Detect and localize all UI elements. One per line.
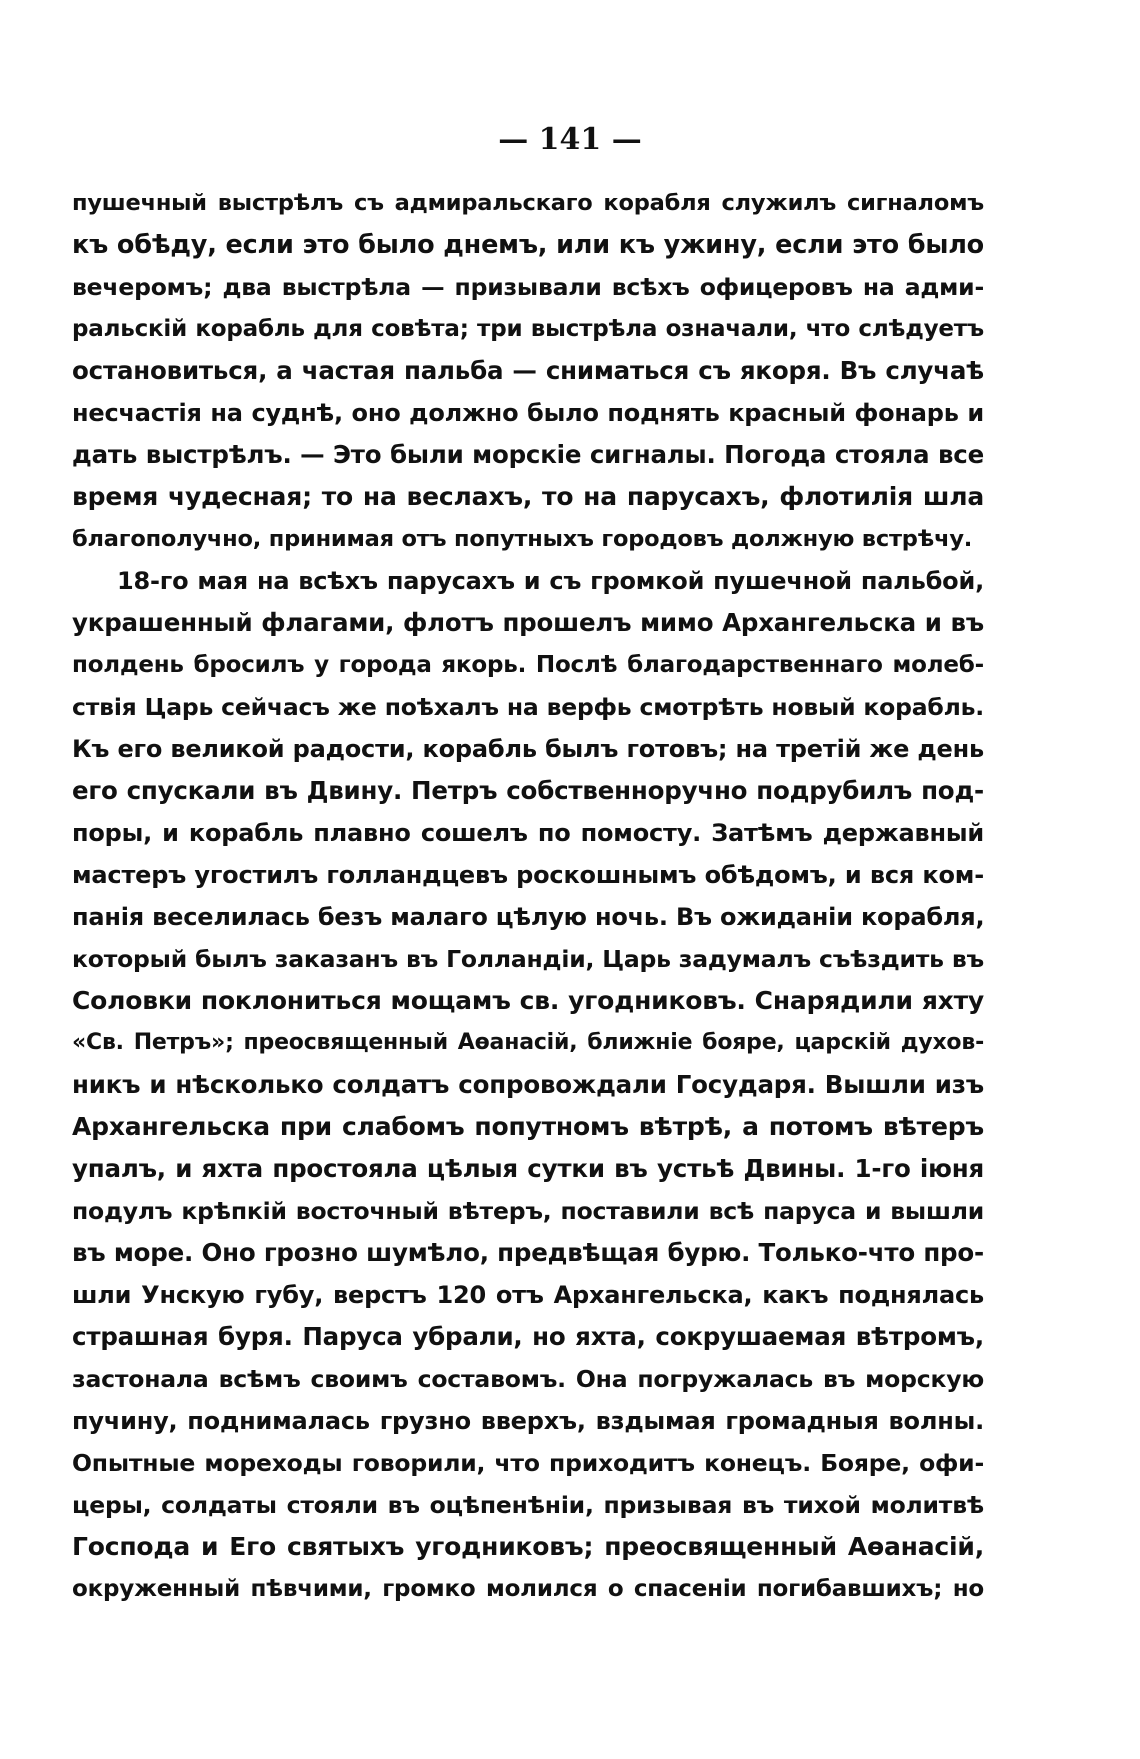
- text-line: Господа и Его святыхъ угодниковъ; преосвященный Аѳанасій,: [72, 1532, 984, 1561]
- text-line: Къ его великой радости, корабль былъ готовъ; на третій же день: [72, 735, 984, 763]
- text-line: никъ и нѣсколько солдатъ сопровождали Государя. Вышли изъ: [72, 1070, 984, 1099]
- text-line: подулъ крѣпкій восточный вѣтеръ, поставили всѣ паруса и вышли: [72, 1197, 984, 1225]
- text-line: мастеръ угостилъ голландцевъ роскошнымъ обѣдомъ, и вся ком-: [72, 861, 984, 889]
- text-line: поры, и корабль плавно сошелъ по помосту. Затѣмъ державный: [72, 819, 984, 847]
- text-line: въ море. Оно грозно шумѣло, предвѣщая бурю. Только-что про-: [72, 1238, 984, 1267]
- text-line: застонала всѣмъ своимъ составомъ. Она погружалась въ морскую: [72, 1365, 984, 1393]
- text-line: время чудесная; то на веслахъ, то на парусахъ, флотилія шла: [72, 482, 984, 511]
- text-line: Опытные мореходы говорили, что приходитъ конецъ. Бояре, офи-: [72, 1449, 984, 1477]
- text-line: панія веселилась безъ малаго цѣлую ночь. Въ ожиданіи корабля,: [72, 903, 984, 931]
- text-line: украшенный флагами, флотъ прошелъ мимо Архангельска и въ: [72, 608, 984, 637]
- text-line: окруженный пѣвчими, громко молился о спасеніи погибавшихъ; но: [72, 1576, 984, 1602]
- text-line: ствія Царь сейчасъ же поѣхалъ на верфь смотрѣть новый корабль.: [72, 693, 984, 721]
- text-line: къ обѣду, если это было днемъ, или къ ужину, если это было: [72, 230, 984, 260]
- paragraph-first-line: 18-го мая на всѣхъ парусахъ и съ громкой пушечной пальбой,: [117, 567, 984, 595]
- text-line: ральскій корабль для совѣта; три выстрѣла означали, что слѣдуетъ: [72, 316, 984, 342]
- text-line: Архангельска при слабомъ попутномъ вѣтрѣ, а потомъ вѣтеръ: [72, 1112, 984, 1141]
- text-line: церы, солдаты стояли въ оцѣпенѣніи, призывая въ тихой молитвѣ: [72, 1491, 984, 1519]
- text-line: благополучно, принимая отъ попутныхъ городовъ должную встрѣчу.: [72, 526, 973, 552]
- text-line: пучину, поднималась грузно вверхъ, вздымая громадныя волны.: [72, 1407, 984, 1435]
- text-line: дать выстрѣлъ. — Это были морскіе сигналы. Погода стояла все: [72, 440, 984, 469]
- text-line: шли Унскую губу, верстъ 120 отъ Архангельска, какъ поднялась: [72, 1281, 984, 1309]
- text-line: полдень бросилъ у города якорь. Послѣ благодарственнаго молеб-: [72, 652, 984, 678]
- text-line: вечеромъ; два выстрѣла — призывали всѣхъ офицеровъ на адми-: [72, 273, 984, 301]
- text-line: Соловки поклониться мощамъ св. угодниковъ. Снарядили яхту: [72, 986, 984, 1015]
- text-line: его спускали въ Двину. Петръ собственноручно подрубилъ под-: [72, 776, 984, 805]
- text-line: «Св. Петръ»; преосвященный Аѳанасій, ближніе бояре, царскій духов-: [72, 1030, 984, 1055]
- text-line: несчастія на суднѣ, оно должно было поднять красный фонарь и: [72, 399, 984, 427]
- text-line: который былъ заказанъ въ Голландіи, Царь задумалъ съѣздить въ: [72, 945, 984, 973]
- text-line: упалъ, и яхта простояла цѣлыя сутки въ устьѣ Двины. 1-го іюня: [72, 1154, 984, 1183]
- text-line: остановиться, а частая пальба — сниматься съ якоря. Въ случаѣ: [72, 356, 984, 385]
- text-line: пушечный выстрѣлъ съ адмиральскаго корабля служилъ сигналомъ: [72, 190, 984, 216]
- text-line: страшная буря. Паруса убрали, но яхта, сокрушаемая вѣтромъ,: [72, 1322, 984, 1351]
- body-text: [72, 182, 984, 1610]
- page-number: — 141 —: [498, 122, 642, 157]
